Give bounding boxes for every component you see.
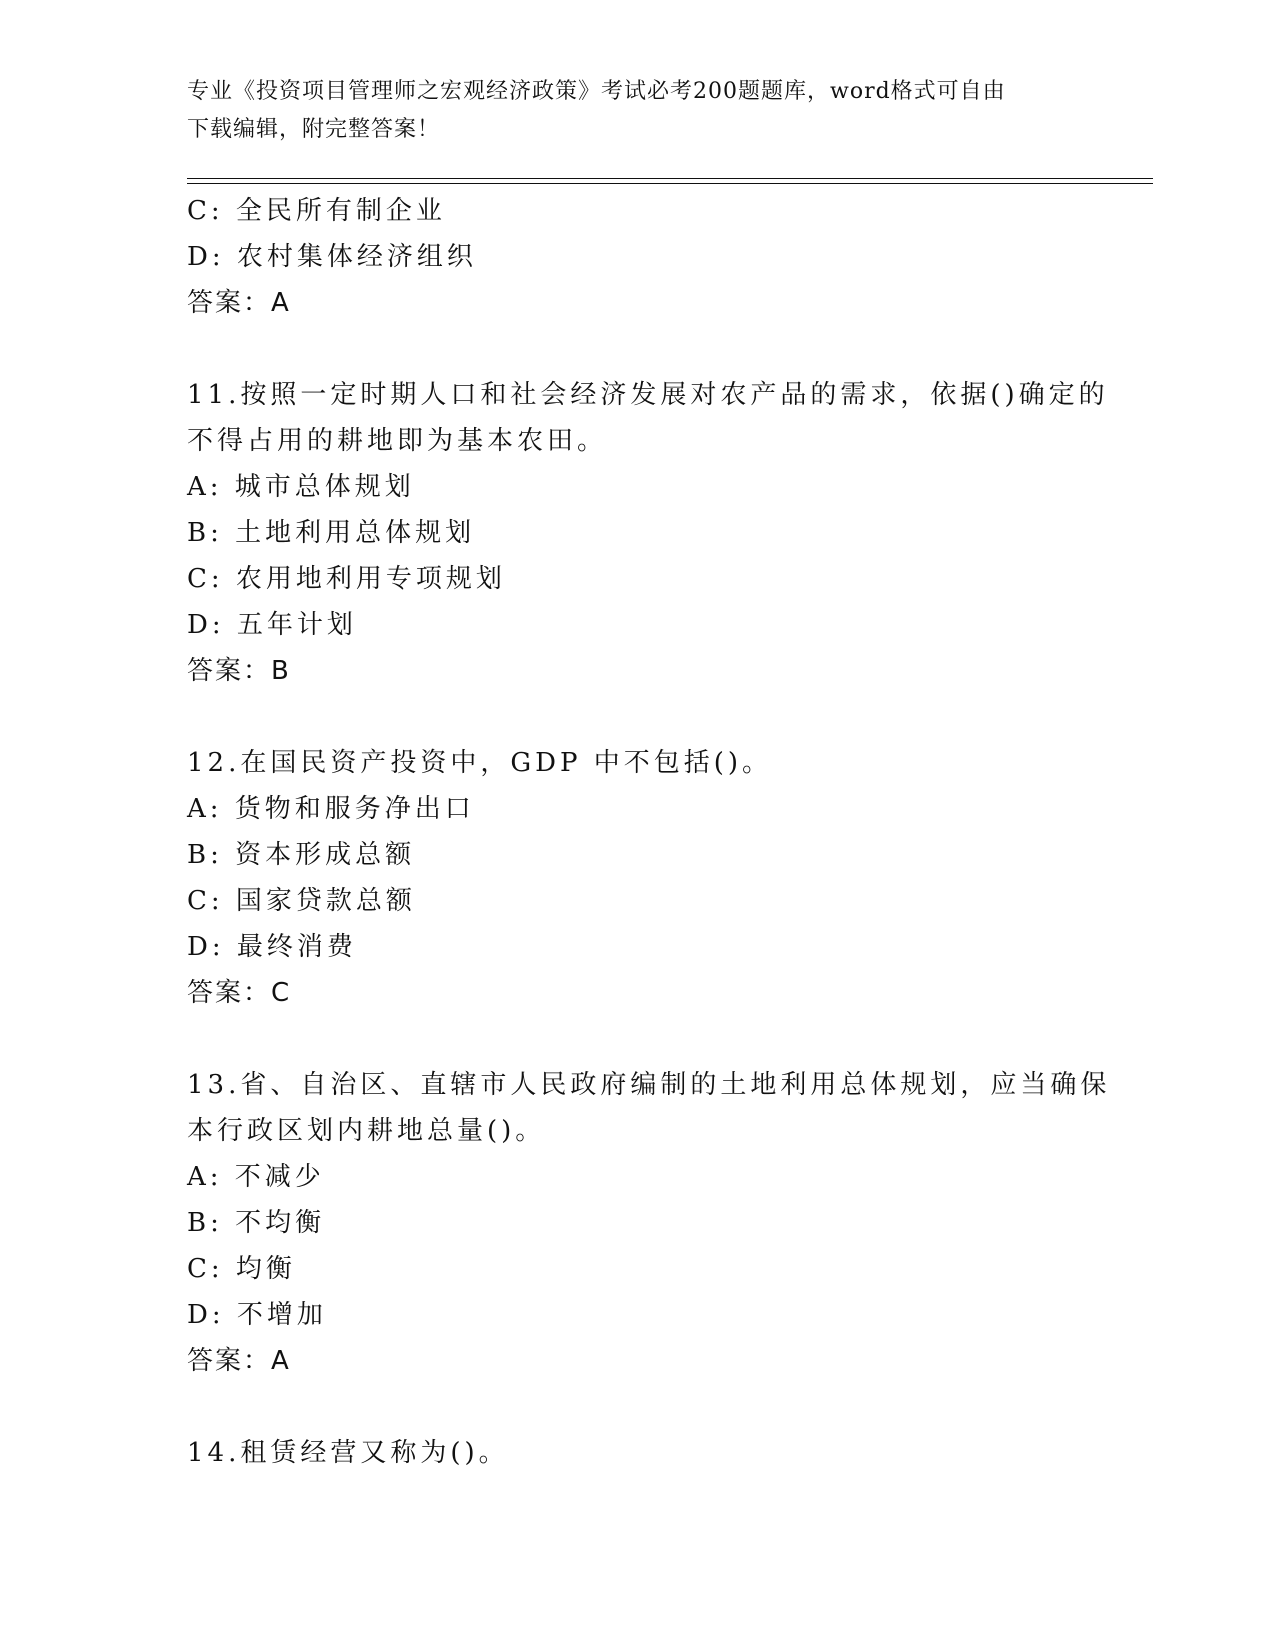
option-b: B: 不均衡 — [187, 1208, 326, 1238]
question-12 — [187, 740, 1087, 1016]
option-d: D: 农村集体经济组织 — [187, 242, 477, 272]
option-b: B: 土地利用总体规划 — [187, 518, 476, 548]
question-text-line-2: 不得占用的耕地即为基本农田。 — [187, 426, 608, 456]
option-b: B: 资本形成总额 — [187, 840, 416, 870]
question-text-line-1: 13.省、自治区、直辖市人民政府编制的土地利用总体规划，应当确保 — [187, 1070, 1111, 1100]
answer-line: 答案：A — [187, 1346, 291, 1376]
option-c: C: 均衡 — [187, 1254, 296, 1284]
option-d: D: 五年计划 — [187, 610, 357, 640]
spacer — [187, 1016, 1087, 1062]
option-a: A: 货物和服务净出口 — [187, 794, 475, 824]
answer-line: 答案：A — [187, 288, 291, 318]
question-text-line-1: 12.在国民资产投资中，GDP 中不包括()。 — [187, 748, 773, 778]
option-c: C: 国家贷款总额 — [187, 886, 416, 916]
question-text-line-2: 本行政区划内耕地总量()。 — [187, 1116, 546, 1146]
question-13 — [187, 1062, 1111, 1384]
option-a: A: 不减少 — [187, 1162, 325, 1192]
option-c: C: 全民所有制企业 — [187, 196, 446, 226]
option-a: A: 城市总体规划 — [187, 472, 415, 502]
header-rule-bottom — [187, 183, 1153, 184]
document-body — [187, 188, 1111, 1476]
question-10-tail — [187, 188, 1087, 326]
header-rule-top — [187, 178, 1153, 179]
header-line-1: 专业《投资项目管理师之宏观经济政策》考试必考200题题库，word格式可自由 — [187, 79, 1006, 104]
question-14 — [187, 1430, 1087, 1476]
option-d: D: 不增加 — [187, 1300, 327, 1330]
spacer — [187, 694, 1087, 740]
option-d: D: 最终消费 — [187, 932, 357, 962]
answer-line: 答案：B — [187, 656, 291, 686]
spacer — [187, 326, 1087, 372]
header-line-2: 下载编辑，附完整答案！ — [187, 117, 441, 142]
answer-line: 答案：C — [187, 978, 292, 1008]
spacer — [187, 1384, 1087, 1430]
option-c: C: 农用地利用专项规划 — [187, 564, 506, 594]
question-11 — [187, 372, 1109, 694]
question-text-line-1: 11.按照一定时期人口和社会经济发展对农产品的需求，依据()确定的 — [187, 380, 1109, 410]
document-header — [187, 73, 1067, 149]
question-text-line-1: 14.租赁经营又称为()。 — [187, 1438, 509, 1468]
